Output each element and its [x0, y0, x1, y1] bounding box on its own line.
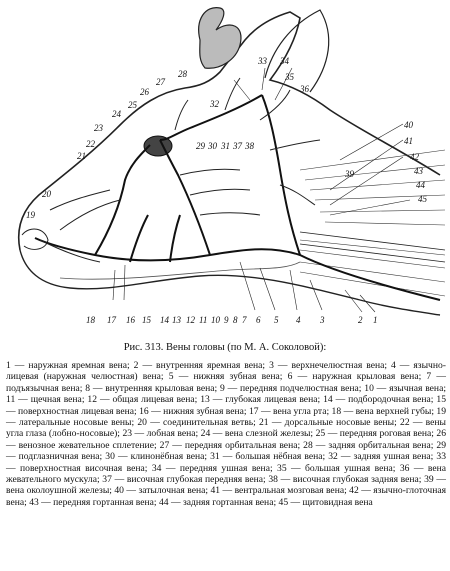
label-41: 41 — [404, 136, 413, 146]
label-7: 7 — [242, 315, 247, 325]
label-32: 32 — [210, 99, 219, 109]
label-3: 3 — [320, 315, 325, 325]
neck-muscle-lines — [300, 150, 445, 296]
ear — [265, 10, 329, 92]
label-1: 1 — [373, 315, 378, 325]
label-19: 19 — [26, 210, 35, 220]
label-39: 39 — [345, 169, 354, 179]
label-36: 36 — [300, 84, 309, 94]
label-25: 25 — [128, 100, 137, 110]
label-34: 34 — [280, 56, 289, 66]
label-13: 13 — [172, 315, 181, 325]
label-27: 27 — [156, 77, 165, 87]
label-5: 5 — [274, 315, 279, 325]
label-9: 9 — [224, 315, 229, 325]
label-31: 31 — [221, 141, 230, 151]
label-23: 23 — [94, 123, 103, 133]
label-44: 44 — [416, 180, 425, 190]
label-16: 16 — [126, 315, 135, 325]
label-14: 14 — [160, 315, 169, 325]
label-17: 17 — [107, 315, 116, 325]
label-24: 24 — [112, 109, 121, 119]
muzzle — [22, 229, 48, 249]
label-28: 28 — [178, 69, 187, 79]
label-8: 8 — [233, 315, 238, 325]
label-20: 20 — [42, 189, 51, 199]
label-11: 11 — [199, 315, 208, 325]
label-26: 26 — [140, 87, 149, 97]
label-29: 29 — [196, 141, 205, 151]
label-15: 15 — [142, 315, 151, 325]
leader-lines — [113, 68, 410, 312]
label-22: 22 — [86, 139, 95, 149]
label-18: 18 — [86, 315, 95, 325]
trachea — [300, 232, 445, 262]
label-45: 45 — [418, 194, 427, 204]
label-21: 21 — [77, 151, 86, 161]
figure-legend: 1 — наружная яремная вена; 2 — внутренняя яремная вена; 3 — верхнечелюстная вена; 4 — язычно-лицевая (наружная челюстная) вена; 5 — нижняя зубная вена; 6 — наружная крыловая вена; 7 — подъязычная вена; 8 — внутренняя крыловая вена; 9 — передняя подчелюстная вена; 10 — язычная вена; 11 — щечная вена; 12 — общая лицевая вена; 13 — глубокая лицевая вена; 14 — подбородочная вена; 15 — поверхностная лицевая вена; 16 — нижняя зубная вена; 17 — вена угла рта; 18 — вена верхней губы; 19 — латеральные носовые вены; 20 — соединительная ветвь; 21 — дорсальные носовые вены; 22 — вены угла глаза (лобно-носовые); 23 — лобная вена; 24 — вена слезной железы; 25 — передняя роговая вена; 26 — венозное жевательное сплетение; 27 — передняя орбитальная вена; 28 — задняя орбитальная вена; 29 — подглазничная вена; 30 — клинонёбная вена; 31 — большая нёбная вена; 32 — задняя ушная вена; 33 — поверхностная височная вена; 34 — передняя ушная вена; 35 — большая ушная вена; 36 — вена жевательного мускула; 37 — височная глубокая передняя вена; 38 — височная глубокая задняя вена; 39 — вена околоушной железы; 40 — затылочная вена; 41 — вентральная мозговая вена; 42 — язычно-глоточная вена; 43 — передняя гортанная вена; 44 — задняя гортанная вена; 45 — щитовидная вена — [6, 360, 446, 508]
label-35: 35 — [285, 72, 294, 82]
minor-veins — [40, 78, 320, 262]
label-2: 2 — [358, 315, 363, 325]
label-12: 12 — [186, 315, 195, 325]
label-42: 42 — [410, 152, 419, 162]
label-33: 33 — [258, 56, 267, 66]
figure-caption-title: Рис. 313. Вены головы (по М. А. Соколовой): — [123, 342, 327, 353]
label-10: 10 — [211, 315, 220, 325]
label-43: 43 — [414, 166, 423, 176]
label-30: 30 — [208, 141, 217, 151]
horn — [199, 8, 241, 69]
label-6: 6 — [256, 315, 261, 325]
label-37: 37 — [233, 141, 242, 151]
mandible — [60, 262, 300, 279]
label-38: 38 — [245, 141, 254, 151]
label-40: 40 — [404, 120, 413, 130]
label-4: 4 — [296, 315, 301, 325]
